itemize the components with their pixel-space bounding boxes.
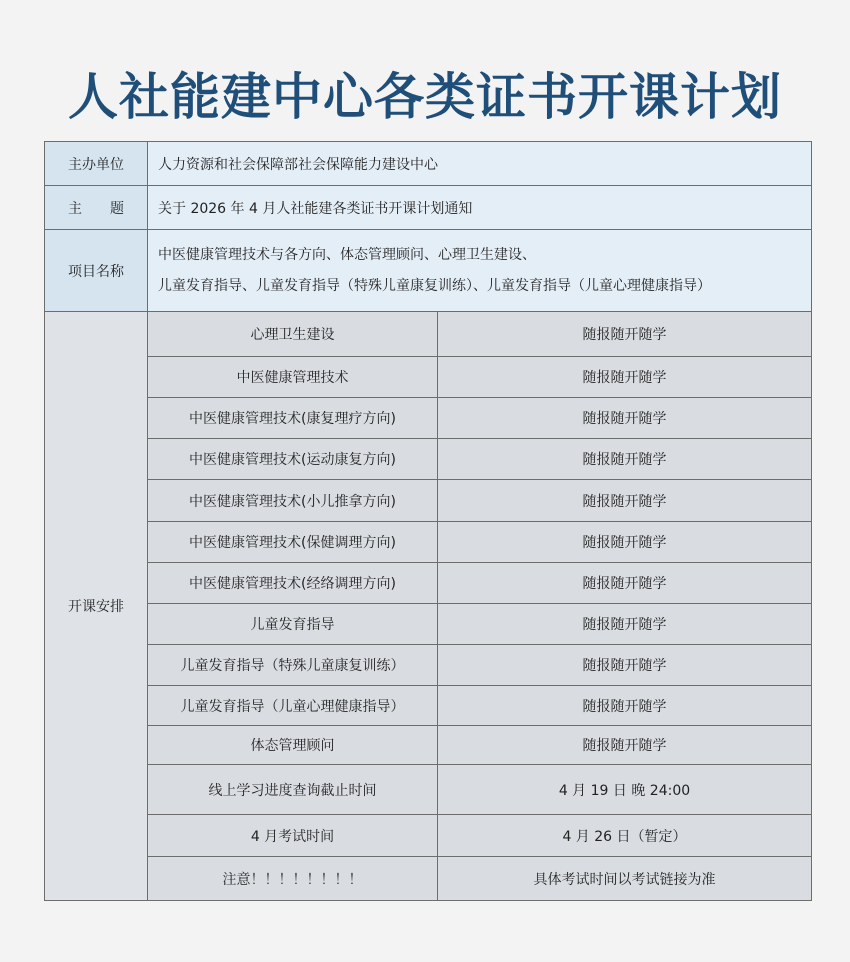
course-name: 心理卫生建设 bbox=[148, 312, 438, 357]
course-time: 随报随开随学 bbox=[438, 398, 812, 439]
page-title: 人社能建中心各类证书开课计划 bbox=[68, 68, 782, 126]
course-name: 线上学习进度查询截止时间 bbox=[148, 765, 438, 815]
course-time: 随报随开随学 bbox=[438, 604, 812, 645]
course-time: 随报随开随学 bbox=[438, 480, 812, 522]
course-time: 随报随开随学 bbox=[438, 439, 812, 480]
schedule-row bbox=[45, 480, 812, 522]
schedule-row bbox=[45, 398, 812, 439]
course-time: 随报随开随学 bbox=[438, 522, 812, 563]
course-time: 随报随开随学 bbox=[438, 312, 812, 357]
subject-label: 主 题 bbox=[45, 186, 148, 230]
course-plan-table bbox=[44, 141, 812, 901]
projects-line-1: 中医健康管理技术与各方向、体态管理顾问、心理卫生建设、 bbox=[158, 246, 536, 263]
course-name: 中医健康管理技术(保健调理方向) bbox=[148, 522, 438, 563]
projects-line-2: 儿童发育指导、儿童发育指导（特殊儿童康复训练）、儿童发育指导（儿童心理健康指导） bbox=[158, 277, 711, 294]
course-time: 随报随开随学 bbox=[438, 357, 812, 398]
host-label: 主办单位 bbox=[45, 142, 148, 186]
projects-row bbox=[45, 230, 812, 312]
schedule-row bbox=[45, 765, 812, 815]
course-name: 中医健康管理技术(小儿推拿方向) bbox=[148, 480, 438, 522]
course-name: 中医健康管理技术(运动康复方向) bbox=[148, 439, 438, 480]
course-time: 随报随开随学 bbox=[438, 563, 812, 604]
course-time: 随报随开随学 bbox=[438, 726, 812, 765]
schedule-row bbox=[45, 522, 812, 563]
schedule-row bbox=[45, 857, 812, 901]
course-name: 中医健康管理技术(经络调理方向) bbox=[148, 563, 438, 604]
subject-value: 关于 2026 年 4 月人社能建各类证书开课计划通知 bbox=[148, 186, 812, 230]
course-name: 儿童发育指导（特殊儿童康复训练） bbox=[148, 645, 438, 686]
schedule-row bbox=[45, 357, 812, 398]
schedule-row bbox=[45, 686, 812, 726]
host-row bbox=[45, 142, 812, 186]
course-time: 随报随开随学 bbox=[438, 686, 812, 726]
course-name: 中医健康管理技术(康复理疗方向) bbox=[148, 398, 438, 439]
schedule-row bbox=[45, 439, 812, 480]
schedule-row bbox=[45, 312, 812, 357]
course-name: 体态管理顾问 bbox=[148, 726, 438, 765]
course-time: 4 月 26 日（暂定） bbox=[438, 815, 812, 857]
schedule-row bbox=[45, 726, 812, 765]
schedule-row bbox=[45, 604, 812, 645]
course-time: 具体考试时间以考试链接为准 bbox=[438, 857, 812, 901]
course-name: 儿童发育指导 bbox=[148, 604, 438, 645]
course-time: 随报随开随学 bbox=[438, 645, 812, 686]
schedule-row bbox=[45, 815, 812, 857]
course-name: 儿童发育指导（儿童心理健康指导） bbox=[148, 686, 438, 726]
course-name: 中医健康管理技术 bbox=[148, 357, 438, 398]
host-value: 人力资源和社会保障部社会保障能力建设中心 bbox=[148, 142, 812, 186]
schedule-row bbox=[45, 645, 812, 686]
projects-value bbox=[148, 230, 812, 312]
subject-row bbox=[45, 186, 812, 230]
schedule-row bbox=[45, 563, 812, 604]
schedule-label: 开课安排 bbox=[45, 312, 148, 901]
course-name: 4 月考试时间 bbox=[148, 815, 438, 857]
course-name: 注意！！！！！！！！ bbox=[148, 857, 438, 901]
course-time: 4 月 19 日 晚 24:00 bbox=[438, 765, 812, 815]
projects-label: 项目名称 bbox=[45, 230, 148, 312]
